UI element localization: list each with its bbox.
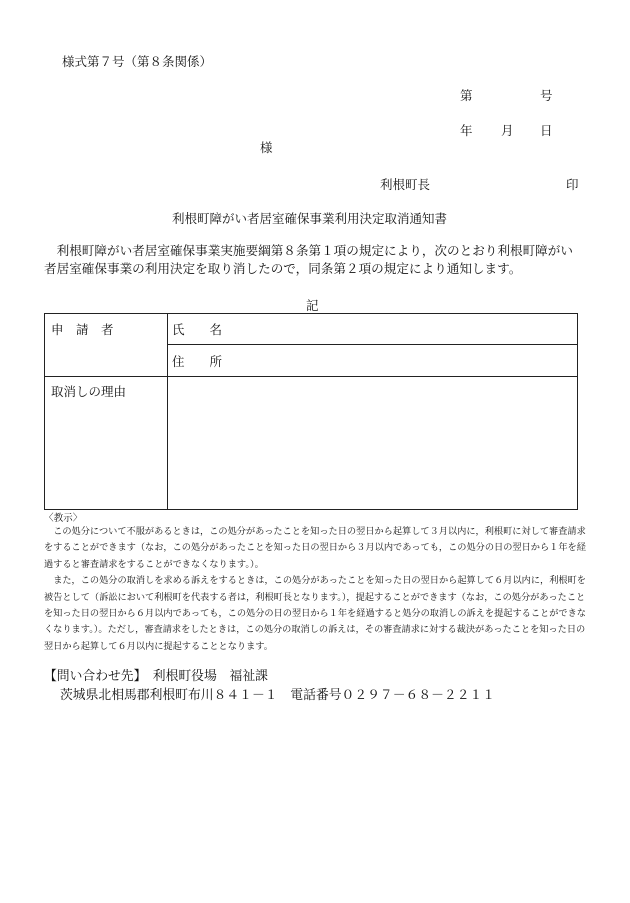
notes-heading: 〈教示〉 — [44, 513, 83, 524]
document-number-prefix: 第 — [460, 88, 473, 103]
form-number: 様式第７号（第８条関係） — [62, 54, 213, 69]
notes-paragraph: また，この処分の取消しを求める訴えをするときは，この処分があったことを知った日の翌日から起算して６月以内に，利根町を被告として（訴訟において利根町を代表する者は，利根町長となります。），提起することができます（なお，この処分があったことを知った日の翌日から６月以内であっても，この処分の日の翌日から１年を経過すると処分の取消しの訴えを提起することができなくなります。）。ただし，審査請求をしたときは，この処分の取消しの訴えは，その審査請求に対する裁決があったことを知った日の翌日から起算して６月以内に提起することとなります。 — [44, 575, 586, 652]
date-month-label: 月 — [501, 123, 514, 138]
body-text — [44, 242, 584, 278]
reason-label: 取消しの理由 — [51, 384, 127, 399]
table-divider — [45, 376, 577, 377]
date-day-label: 日 — [540, 123, 553, 138]
table-divider — [167, 344, 577, 345]
name-label: 氏 名 — [172, 322, 223, 337]
table-divider — [167, 314, 168, 376]
seal-mark: 印 — [566, 177, 579, 192]
document-title: 利根町障がい者居室確保事業利用決定取消通知書 — [172, 211, 448, 226]
address-label: 住 所 — [172, 354, 223, 369]
document-number-suffix: 号 — [540, 88, 553, 103]
issuer-name: 利根町長 — [380, 177, 431, 192]
notes-block — [44, 524, 588, 655]
applicant-label: 申 請 者 — [51, 322, 114, 337]
contact-address: 茨城県北相馬郡利根町布川８４１－１ 電話番号０２９７－６８－２２１１ — [60, 688, 496, 703]
body-paragraph: 利根町障がい者居室確保事業実施要綱第８条第１項の規定により，次のとおり利根町障がい者居室確保事業の利用決定を取り消したので，同条第２項の規定により通知します。 — [44, 243, 573, 276]
notes-paragraph: この処分について不服があるときは，この処分があったことを知った日の翌日から起算して３月以内に，利根町に対して審査請求をすることができます（なお，この処分があったことを知った日の翌日から３月以内であっても，この処分の日の翌日から１年を経過すると審査請求をすることができなくなります。）。 — [44, 526, 586, 570]
date-year-label: 年 — [460, 123, 473, 138]
table-divider — [167, 376, 168, 510]
ki-heading: 記 — [306, 298, 319, 313]
contact-heading: 【問い合わせ先】 利根町役場 福祉課 — [44, 669, 268, 684]
details-table — [44, 313, 578, 510]
addressee-suffix: 様 — [260, 140, 273, 155]
